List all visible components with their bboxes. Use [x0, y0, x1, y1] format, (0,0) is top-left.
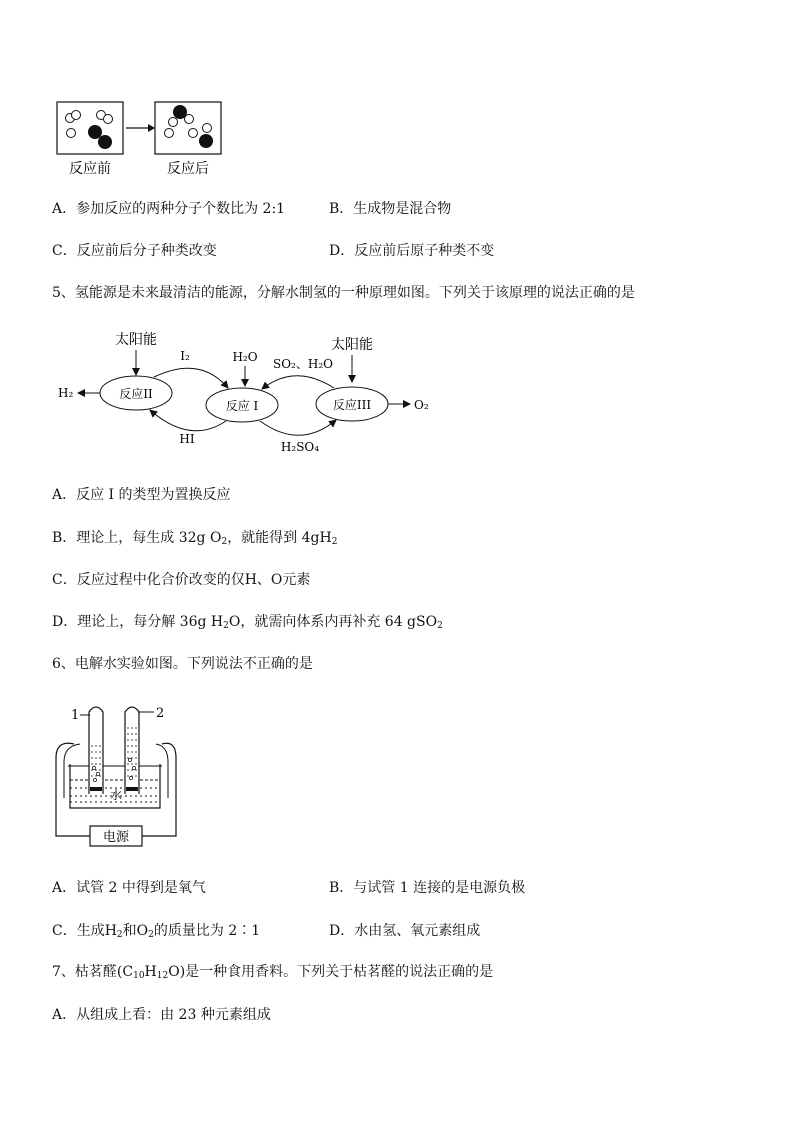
q4-option-c[interactable]: C．反应前后分子种类改变	[52, 243, 217, 259]
q4-option-d[interactable]: D．反应前后原子种类不变	[329, 243, 495, 259]
so2-arrow	[262, 376, 334, 389]
q6-option-b[interactable]: B．与试管 1 连接的是电源负极	[329, 880, 526, 896]
q5-option-b-sub2: 2	[331, 537, 338, 547]
reaction3-label: 反应III	[332, 398, 372, 412]
atom-white	[104, 115, 113, 124]
outer-lead	[142, 743, 176, 836]
test-tube-2	[125, 707, 139, 794]
q6-electrolysis-diagram	[50, 698, 200, 853]
atom-white	[189, 129, 198, 138]
q6-option-a[interactable]: A．试管 2 中得到是氧气	[52, 880, 206, 896]
q5-cycle-diagram	[50, 325, 450, 460]
q5-option-d-pre: D．理论上，每分解 36g H	[52, 614, 224, 630]
h2o-in-label: H₂O	[232, 350, 258, 364]
water-label: 水	[109, 788, 123, 802]
hi-label: HI	[179, 432, 195, 446]
so2-label: SO₂、H₂O	[273, 357, 333, 371]
atom-white	[169, 118, 178, 127]
h2so4-arrow	[260, 420, 336, 435]
q5-stem: 5、氢能源是未来最清洁的能源，分解水制氢的一种原理如图。下列关于该原理的说法正确的是	[52, 285, 635, 301]
outer-lead	[56, 743, 90, 836]
atom-white	[165, 129, 174, 138]
atom-black	[199, 134, 213, 148]
label-before: 反应前	[69, 161, 111, 177]
electrode-2	[126, 787, 138, 791]
atom-white	[72, 111, 81, 120]
q5-option-a[interactable]: A．反应 I 的类型为置换反应	[52, 487, 231, 503]
q7-stem	[52, 963, 493, 985]
tube-2-label: 2	[156, 706, 165, 721]
q7-stem-post: O)是一种食用香料。下列关于枯茗醛的说法正确的是	[168, 964, 494, 980]
inner-lead	[64, 744, 80, 798]
q7-stem-pre: 7、枯茗醛(C	[52, 964, 134, 980]
solar-right-label: 太阳能	[331, 337, 373, 353]
q5-option-d-sub1: 2	[223, 621, 229, 631]
i2-label: I₂	[180, 349, 190, 363]
h2so4-label: H₂SO₄	[280, 440, 320, 454]
reaction2-label: 反应II	[119, 387, 153, 401]
o2-out-label: O₂	[414, 398, 429, 412]
atom-white	[67, 129, 76, 138]
q6-option-d[interactable]: D．水由氢、氧元素组成	[329, 923, 481, 939]
q6-option-c-pre: C．生成H	[52, 923, 117, 939]
q4-particle-diagram	[50, 95, 240, 185]
q5-option-b-mid: ，就能得到 4gH	[227, 530, 332, 546]
electrode-1	[90, 787, 102, 791]
inner-lead	[156, 744, 168, 798]
q6-option-c-post: 的质量比为 2∶1	[153, 923, 261, 939]
atom-white	[185, 115, 194, 124]
q5-option-b[interactable]	[52, 529, 337, 551]
q5-option-b-pre: B．理论上，每生成 32g O	[52, 530, 222, 546]
q6-option-c-sub2: 2	[148, 930, 154, 940]
q7-stem-mid: H	[144, 964, 157, 980]
h2-out-label: H₂	[58, 386, 74, 400]
q7-sub12: 12	[156, 971, 169, 981]
q6-option-c-sub1: 2	[116, 930, 123, 940]
q5-option-d-sub2: 2	[437, 621, 443, 631]
q7-option-a[interactable]: A．从组成上看：由 23 种元素组成	[52, 1007, 271, 1023]
q5-option-d[interactable]	[52, 613, 443, 635]
atom-black	[98, 135, 112, 149]
arrow-head	[148, 124, 155, 132]
q4-option-a[interactable]: A．参加反应的两种分子个数比为 2:1	[52, 201, 286, 217]
tube-1-label: 1	[71, 708, 80, 723]
atom-black	[88, 125, 102, 139]
q5-option-d-mid: O，就需向体系内再补充 64 gSO	[228, 614, 438, 630]
q5-option-c[interactable]: C．反应过程中化合价改变的仅H、O元素	[52, 572, 311, 588]
atom-white	[203, 124, 212, 133]
label-after: 反应后	[167, 161, 209, 177]
q5-option-b-sub1: 2	[221, 537, 228, 547]
q6-option-c[interactable]	[52, 922, 260, 944]
reaction1-label: 反应 I	[225, 399, 259, 413]
power-supply-label: 电源	[102, 830, 130, 845]
q4-option-b[interactable]: B．生成物是混合物	[329, 201, 452, 217]
q6-option-c-mid: 和O	[122, 923, 149, 939]
q6-stem: 6、电解水实验如图。下列说法不正确的是	[52, 656, 313, 672]
q7-sub10: 10	[133, 971, 145, 981]
solar-left-label: 太阳能	[115, 332, 157, 348]
